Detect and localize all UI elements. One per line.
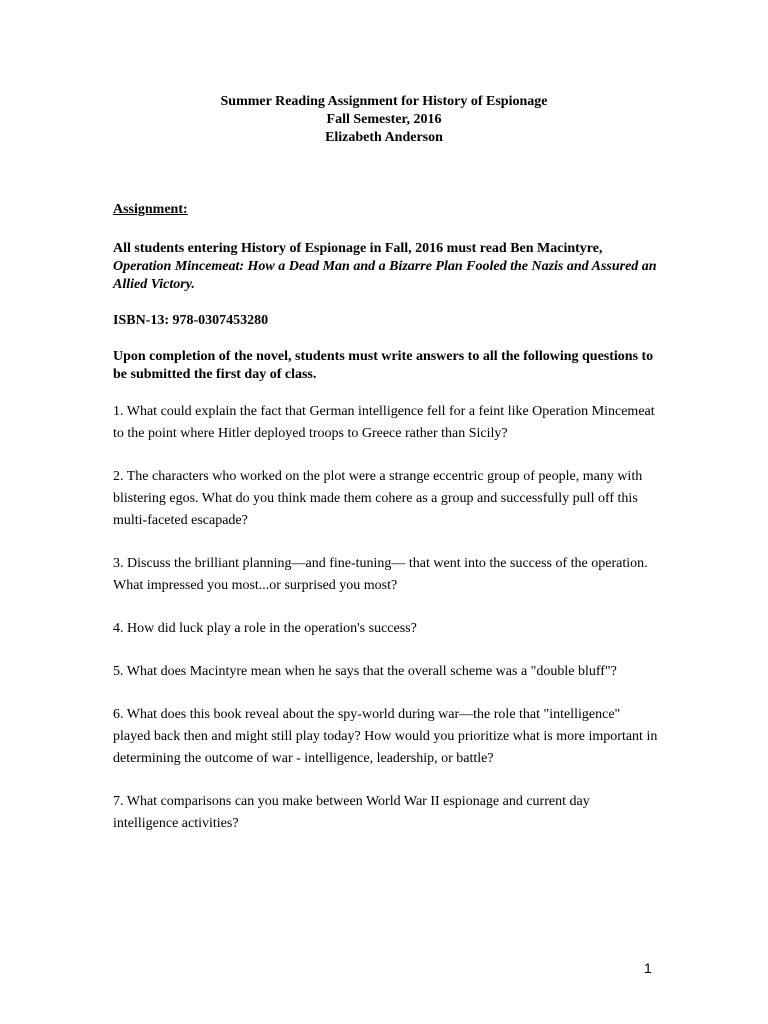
question-4: 4. How did luck play a role in the operation's success?: [113, 621, 417, 636]
header-semester: Fall Semester, 2016: [326, 112, 442, 127]
question-3: 3. Discuss the brilliant planning—and fine-tuning— that went into the success of the operation. What impressed you most...or surprised you most?: [113, 556, 648, 593]
assignment-intro-text: All students entering History of Espionage in Fall, 2016 must read Ben Macintyre,: [113, 241, 603, 256]
question-5: 5. What does Macintyre mean when he says that the overall scheme was a "double bluff"?: [113, 664, 617, 679]
document-header: [0, 93, 768, 147]
assignment-label: Assignment:: [113, 202, 188, 217]
isbn-line: ISBN-13: 978-0307453280: [113, 313, 269, 328]
document-body: [113, 201, 658, 835]
question-6: 6. What does this book reveal about the spy-world during war—the role that "intelligence" played back then and might still play today? How would you prioritize what is more important in determining the outcome of war - intelligence, leadership, or battle?: [113, 707, 658, 766]
header-title: Summer Reading Assignment for History of Espionage: [220, 94, 548, 109]
question-7: 7. What comparisons can you make between World War II espionage and current day intelligence activities?: [113, 794, 590, 831]
header-author: Elizabeth Anderson: [325, 130, 443, 145]
assignment-intro: [113, 240, 658, 294]
book-title: Operation Mincemeat: How a Dead Man and a Bizarre Plan Fooled the Nazis and Assured an Allied Victory.: [113, 259, 657, 292]
page-number: 1: [644, 960, 652, 976]
question-2: 2. The characters who worked on the plot were a strange eccentric group of people, many with blistering egos. What do you think made them cohere as a group and successfully pull off this multi-faceted escapade?: [113, 469, 643, 528]
question-1: 1. What could explain the fact that German intelligence fell for a feint like Operation Mincemeat to the point where Hitler deployed troops to Greece rather than Sicily?: [113, 404, 655, 441]
assignment-instructions: Upon completion of the novel, students must write answers to all the following questions to be submitted the first day of class.: [113, 349, 654, 382]
